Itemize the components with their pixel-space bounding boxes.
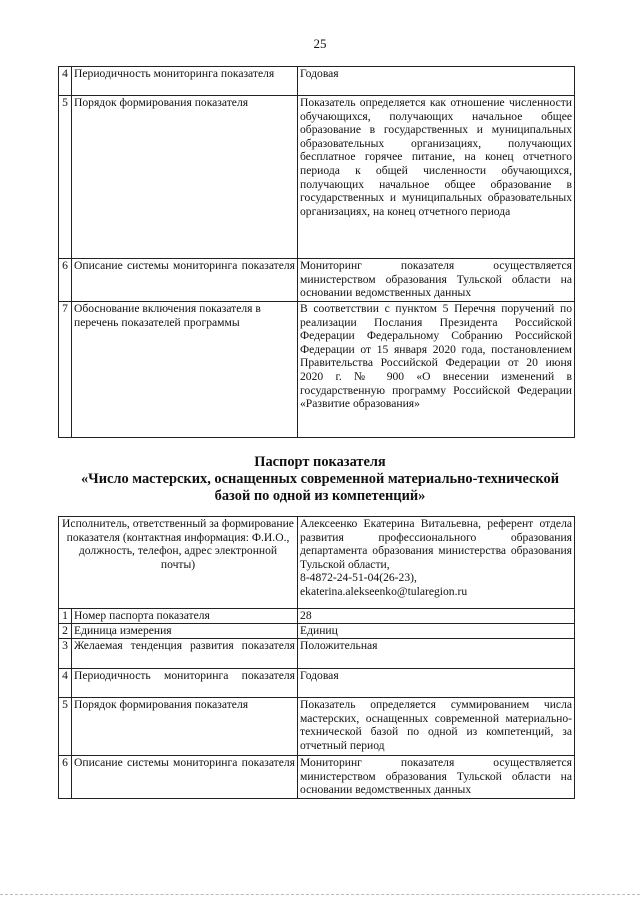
row-value: Годовая bbox=[298, 669, 575, 698]
executor-label: Исполнитель, ответственный за формирование показателя (контактная информация: Ф.И.О., должность, телефон, адрес электронной почты) bbox=[59, 517, 298, 609]
row-number: 4 bbox=[59, 669, 72, 698]
row-value: Мониторинг показателя осуществляется министерством образования Тульской области на основании ведомственных данных bbox=[298, 259, 575, 302]
table-row bbox=[59, 624, 575, 639]
row-label: Описание системы мониторинга показателя bbox=[72, 259, 298, 302]
table-row bbox=[59, 67, 575, 96]
scan-edge-line bbox=[0, 894, 640, 897]
row-label: Периодичность мониторинга показателя bbox=[72, 67, 298, 96]
executor-value bbox=[298, 517, 575, 609]
row-value: Годовая bbox=[298, 67, 575, 96]
row-number: 3 bbox=[59, 639, 72, 669]
table-row bbox=[59, 259, 575, 302]
row-label: Номер паспорта показателя bbox=[72, 609, 298, 624]
row-number: 4 bbox=[59, 67, 72, 96]
row-number: 2 bbox=[59, 624, 72, 639]
executor-row bbox=[59, 517, 575, 609]
table-row bbox=[59, 756, 575, 799]
row-value: 28 bbox=[298, 609, 575, 624]
executor-details: Алексеенко Екатерина Витальевна, референт отдела развития профессионального образования департамента образования министерства образования Тульской области, bbox=[300, 517, 573, 571]
page-number: 25 bbox=[313, 36, 327, 51]
row-number: 1 bbox=[59, 609, 72, 624]
executor-phone: 8-4872-24-51-04(26-23), bbox=[300, 571, 417, 585]
row-label: Желаемая тенденция развития показателя bbox=[72, 639, 298, 669]
row-number: 5 bbox=[59, 698, 72, 756]
passport-title-line: Паспорт показателя bbox=[254, 454, 386, 470]
table-row bbox=[59, 639, 575, 669]
row-label: Порядок формирования показателя bbox=[72, 96, 298, 259]
row-label: Единица измерения bbox=[72, 624, 298, 639]
passport-table bbox=[58, 516, 575, 799]
row-label: Периодичность мониторинга показателя bbox=[72, 669, 298, 698]
executor-email: ekaterina.alekseenko@tularegion.ru bbox=[300, 584, 468, 598]
row-number: 7 bbox=[59, 302, 72, 438]
table-row bbox=[59, 698, 575, 756]
row-label: Порядок формирования показателя bbox=[72, 698, 298, 756]
indicator-table-continued bbox=[58, 66, 575, 438]
row-number: 6 bbox=[59, 259, 72, 302]
table-row bbox=[59, 96, 575, 259]
row-number: 5 bbox=[59, 96, 72, 259]
passport-title-line: базой по одной из компетенций» bbox=[214, 488, 426, 504]
row-label: Обоснование включения показателя в перечень показателей программы bbox=[72, 302, 298, 438]
row-value: Показатель определяется суммированием числа мастерских, оснащенных современной материально-технической базой по одной из компетенций, за отчетный период bbox=[298, 698, 575, 756]
table-row bbox=[59, 669, 575, 698]
table-row bbox=[59, 302, 575, 438]
row-value: В соответствии с пунктом 5 Перечня поручений по реализации Послания Президента Российской Федерации Федеральному Собранию Российской Федерации от 15 января 2020 года, постановлением Правительства Российской Федерации от 20 июня 2020 г. № 900 «О внесении изменений в государственную программу Российской Федерации «Развитие образования» bbox=[298, 302, 575, 438]
row-value: Единиц bbox=[298, 624, 575, 639]
row-value: Положительная bbox=[298, 639, 575, 669]
row-value: Показатель определяется как отношение численности обучающихся, получающих начальное общее образование в государственных и муниципальных образовательных организациях, получающих бесплатное горячее питание, на конец отчетного периода к общей численности обучающихся, получающих начальное общее образование в государственных и муниципальных образовательных организациях, на конец отчетного периода bbox=[298, 96, 575, 259]
table-row bbox=[59, 609, 575, 624]
row-value: Мониторинг показателя осуществляется министерством образования Тульской области на основании ведомственных данных bbox=[298, 756, 575, 799]
row-number: 6 bbox=[59, 756, 72, 799]
passport-title bbox=[40, 454, 600, 505]
row-label: Описание системы мониторинга показателя bbox=[72, 756, 298, 799]
passport-title-line: «Число мастерских, оснащенных современной материально-технической bbox=[80, 471, 560, 487]
